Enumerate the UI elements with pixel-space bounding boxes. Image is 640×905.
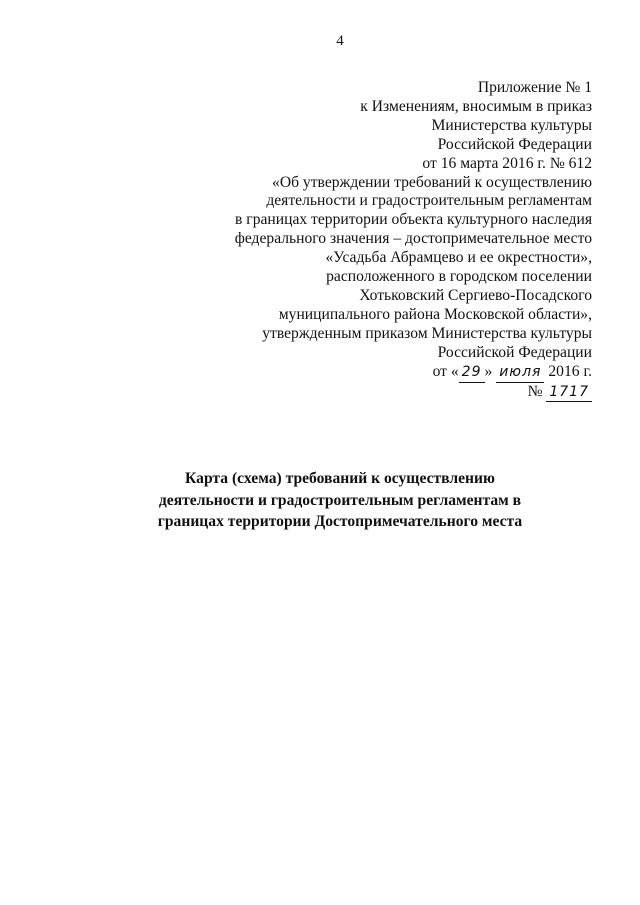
handwritten-number: 1717 — [546, 383, 592, 403]
page-number: 4 — [336, 33, 344, 49]
appendix-line: к Изменениям, вносимым в приказ — [360, 97, 592, 115]
date-prefix: от « — [432, 362, 459, 380]
appendix-line: деятельности и градостроительным регламентам — [266, 192, 592, 210]
handwritten-month: июля — [496, 363, 544, 383]
appendix-line: «Усадьба Абрамцево и ее окрестности», — [325, 249, 592, 267]
appendix-line: Российской Федерации — [437, 135, 592, 153]
appendix-line: в границах территории объекта культурного наследия — [235, 211, 592, 229]
appendix-block — [172, 79, 592, 402]
appendix-line: утвержденным приказом Министерства культуры — [262, 324, 592, 342]
appendix-line: расположенного в городском поселении — [326, 268, 592, 286]
appendix-line: Российской Федерации — [437, 343, 592, 361]
order-date-line — [172, 363, 592, 383]
appendix-line: Хотьковский Сергиево-Посадского — [359, 286, 592, 304]
title-line: границах территории Достопримечательного места — [157, 513, 523, 530]
document-title — [100, 468, 580, 533]
number-prefix: № — [527, 382, 543, 400]
date-year: 2016 г. — [548, 362, 592, 380]
title-line: Карта (схема) требований к осуществлению — [185, 470, 495, 487]
appendix-line: «Об утверждении требований к осуществлению — [272, 173, 592, 191]
order-number-line — [172, 383, 592, 403]
handwritten-day: 29 — [459, 363, 485, 383]
appendix-line: федерального значения – достопримечательное место — [234, 230, 592, 248]
appendix-line: от 16 марта 2016 г. № 612 — [422, 154, 592, 172]
appendix-line: Приложение № 1 — [477, 79, 592, 96]
title-line: деятельности и градостроительным регламентам в — [158, 491, 522, 509]
appendix-line: муниципального района Московской области», — [278, 305, 592, 323]
date-mid: » — [484, 362, 493, 380]
appendix-line: Министерства культуры — [431, 116, 592, 134]
